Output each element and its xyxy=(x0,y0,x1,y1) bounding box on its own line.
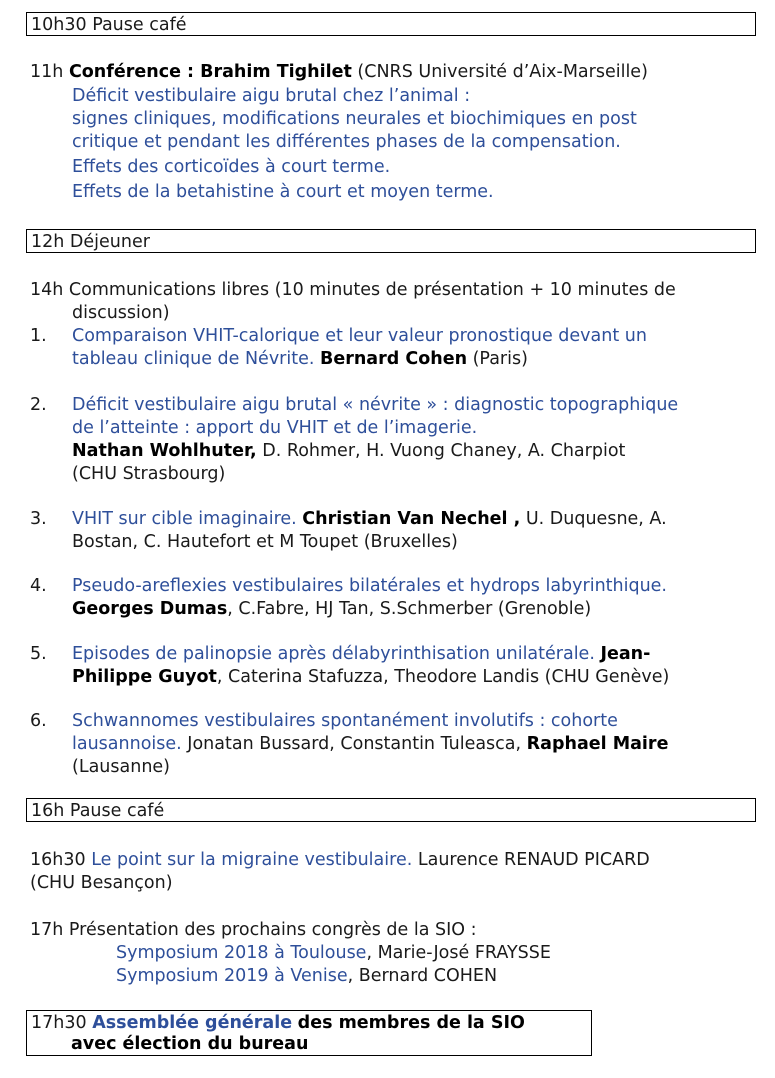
symposium-2018: Symposium 2018 à Toulouse, Marie-José FRAYSSE xyxy=(116,943,551,963)
assemblee-title: Assemblée générale xyxy=(92,1013,293,1033)
conference-topic-3: critique et pendant les différentes phases de la compensation. xyxy=(72,132,621,152)
item-2-affiliation: (CHU Strasbourg) xyxy=(72,464,226,484)
item-3-author: Christian Van Nechel , xyxy=(302,509,521,529)
conference-topic-5: Effets de la betahistine à court et moyen terme. xyxy=(72,182,494,202)
pause-cafe-16h-box xyxy=(26,798,756,822)
item-1-number: 1. xyxy=(30,326,47,346)
migraine-time: 16h30 xyxy=(30,850,86,870)
item-5-author: Jean- xyxy=(600,644,651,664)
item-4-author: Georges Dumas xyxy=(72,599,228,619)
migraine-speaker: Laurence RENAUD PICARD xyxy=(417,850,650,870)
item-5-number: 5. xyxy=(30,644,47,664)
assemblee-line2: avec élection du bureau xyxy=(71,1034,309,1054)
item-3-line1: VHIT sur cible imaginaire. Christian Van Nechel , U. Duquesne, A. xyxy=(72,509,667,529)
migraine-line xyxy=(30,849,650,872)
assemblee-box xyxy=(26,1010,592,1056)
item-2-number: 2. xyxy=(30,395,47,415)
item-4-number: 4. xyxy=(30,576,47,596)
conference-speaker: Conférence : Brahim Tighilet xyxy=(68,62,352,82)
conference-line xyxy=(30,61,648,84)
item-5-line1: Episodes de palinopsie après délabyrinthisation unilatérale. Jean- xyxy=(72,644,651,664)
item-2-authors: Nathan Wohlhuter, D. Rohmer, H. Vuong Chaney, A. Charpiot xyxy=(72,441,626,461)
item-6-author: Raphael Maire xyxy=(526,734,669,754)
item-3-line2: Bostan, C. Hautefort et M Toupet (Bruxelles) xyxy=(72,532,458,552)
item-1-line2: tableau clinique de Névrite. Bernard Cohen (Paris) xyxy=(72,349,528,369)
item-3-number: 3. xyxy=(30,509,47,529)
migraine-affiliation: (CHU Besançon) xyxy=(30,873,173,893)
conference-topic-1: Déficit vestibulaire aigu brutal chez l’animal : xyxy=(72,86,471,106)
item-6-affiliation: (Lausanne) xyxy=(72,757,171,777)
item-2-title: Déficit vestibulaire aigu brutal « névrite » : diagnostic topographique xyxy=(72,395,679,415)
pause-cafe-1030-box xyxy=(26,12,756,36)
pause-cafe-16h-label: 16h Pause café xyxy=(31,801,165,821)
congres-header: 17h Présentation des prochains congrès de la SIO : xyxy=(30,920,477,940)
item-6-title: Schwannomes vestibulaires spontanément involutifs : cohorte xyxy=(72,711,618,731)
conference-affiliation: (CNRS Université d’Aix-Marseille) xyxy=(357,62,648,82)
item-6-line2: lausannoise. Jonatan Bussard, Constantin Tuleasca, Raphael Maire xyxy=(72,734,669,754)
communications-header-cont: discussion) xyxy=(72,303,170,323)
conference-time: 11h xyxy=(30,62,64,82)
item-1-author: Bernard Cohen xyxy=(320,349,468,369)
item-1-title: Comparaison VHIT-calorique et leur valeur pronostique devant un xyxy=(72,326,647,346)
symposium-2019: Symposium 2019 à Venise, Bernard COHEN xyxy=(116,966,498,986)
assemblee-line1: 17h30 Assemblée générale des membres de la SIO xyxy=(31,1013,525,1033)
conference-topic-4: Effets des corticoïdes à court terme. xyxy=(72,157,391,177)
item-5-line2: Philippe Guyot, Caterina Stafuzza, Theodore Landis (CHU Genève) xyxy=(72,667,670,687)
migraine-title: Le point sur la migraine vestibulaire. xyxy=(91,850,413,870)
item-2-author: Nathan Wohlhuter, xyxy=(72,441,257,461)
item-4-authors: Georges Dumas, C.Fabre, HJ Tan, S.Schmerber (Grenoble) xyxy=(72,599,592,619)
pause-cafe-1030-label: 10h30 Pause café xyxy=(31,15,187,35)
communications-header: 14h Communications libres (10 minutes de présentation + 10 minutes de xyxy=(30,280,676,300)
dejeuner-label: 12h Déjeuner xyxy=(31,232,150,252)
item-4-title: Pseudo-areflexies vestibulaires bilatérales et hydrops labyrinthique. xyxy=(72,576,667,596)
conference-topic-2: signes cliniques, modifications neurales et biochimiques en post xyxy=(72,109,637,129)
item-2-title-cont: de l’atteinte : apport du VHIT et de l’imagerie. xyxy=(72,418,478,438)
dejeuner-box xyxy=(26,229,756,253)
item-6-number: 6. xyxy=(30,711,47,731)
